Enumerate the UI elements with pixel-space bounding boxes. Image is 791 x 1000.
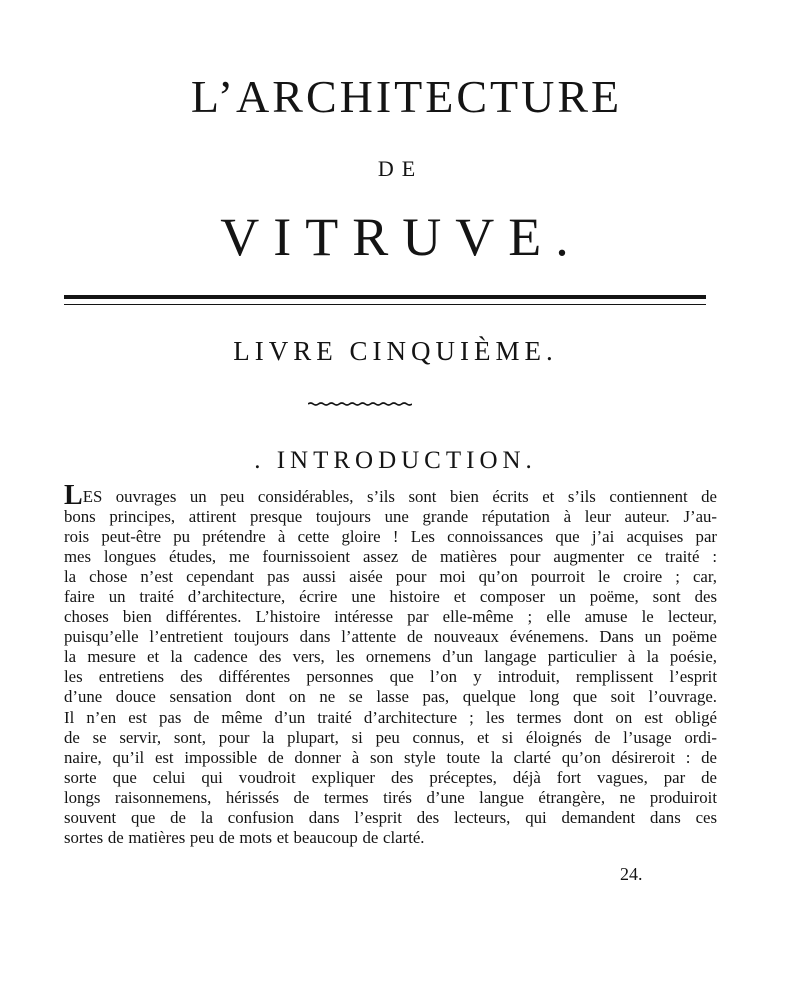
text-line: sorte que celui qui voudroit expliquer des préceptes, déjà fort vagues, par de [64,767,717,787]
text-line: la mesure et la cadence des vers, les ornemens d’un langage particulier à la poésie, [64,647,717,667]
text-line: faire un traité d’architecture, écrire une histoire et composer un poëme, sont des [64,587,717,607]
text-line: choses bien différentes. L’histoire intéresse par elle-même ; elle amuse le lecteur, [64,607,717,627]
text-line: puisqu’elle l’entretient toujours dans l’attente de nouveaux événemens. Dans un poëme [64,627,717,647]
text-line: longs raisonnemens, hérissés de termes tirés d’une langue étrangère, ne produiroit [64,787,717,807]
text-line: d’une douce sensation dont on ne se lasse pas, quelque long que soit l’ouvrage. [64,687,717,707]
text-line: naire, qu’il est impossible de donner à son style toute la clarté qu’on désireroit : de [64,747,717,767]
book-heading: LIVRE CINQUIÈME. [233,336,558,366]
title-connector: DE [377,156,424,181]
double-rule-divider [64,295,706,305]
text-line: les entretiens des différentes personnes que l’on y introduit, remplissent l’esprit [64,667,717,687]
text-line: la chose n’est cependant pas aussi aisée pour moi qu’on pourroit le croire ; car, [64,567,717,587]
text-line: souvent que de la confusion dans l’esprit des lecteurs, qui demandent dans ces [64,807,717,827]
title-author: VITRUVE. [220,207,583,267]
text-line: sortes de matières peu de mots et beaucoup de clarté. [64,827,425,847]
ornament-divider [308,402,412,406]
text-line: Il n’en est pas de même d’un traité d’architecture ; les termes dont on est obligé [64,707,717,727]
text-line: mes longues études, me fournissoient assez de matières pour augmenter ce traité : [64,547,717,567]
text-line [64,480,717,511]
title-main: L’ARCHITECTURE [190,71,623,122]
text-line: bons principes, attirent presque toujours une grande réputation à leur auteur. J’au- [64,507,717,527]
first-line-text: ES ouvrages un peu considérables, s’ils sont bien écrits et s’ils contiennent de [82,487,717,506]
page-number: 24. [620,864,643,884]
dropcap: L [64,480,83,511]
body-paragraph [64,480,717,848]
text-line: de se servir, sont, pour la plupart, si peu connus, et si éloignés de l’usage ordi- [64,727,717,747]
text-line: rois peut-être pu prétendre à cette gloire ! Les connoissances que j’ai acquises par [64,527,717,547]
section-heading: . INTRODUCTION. [254,447,537,474]
